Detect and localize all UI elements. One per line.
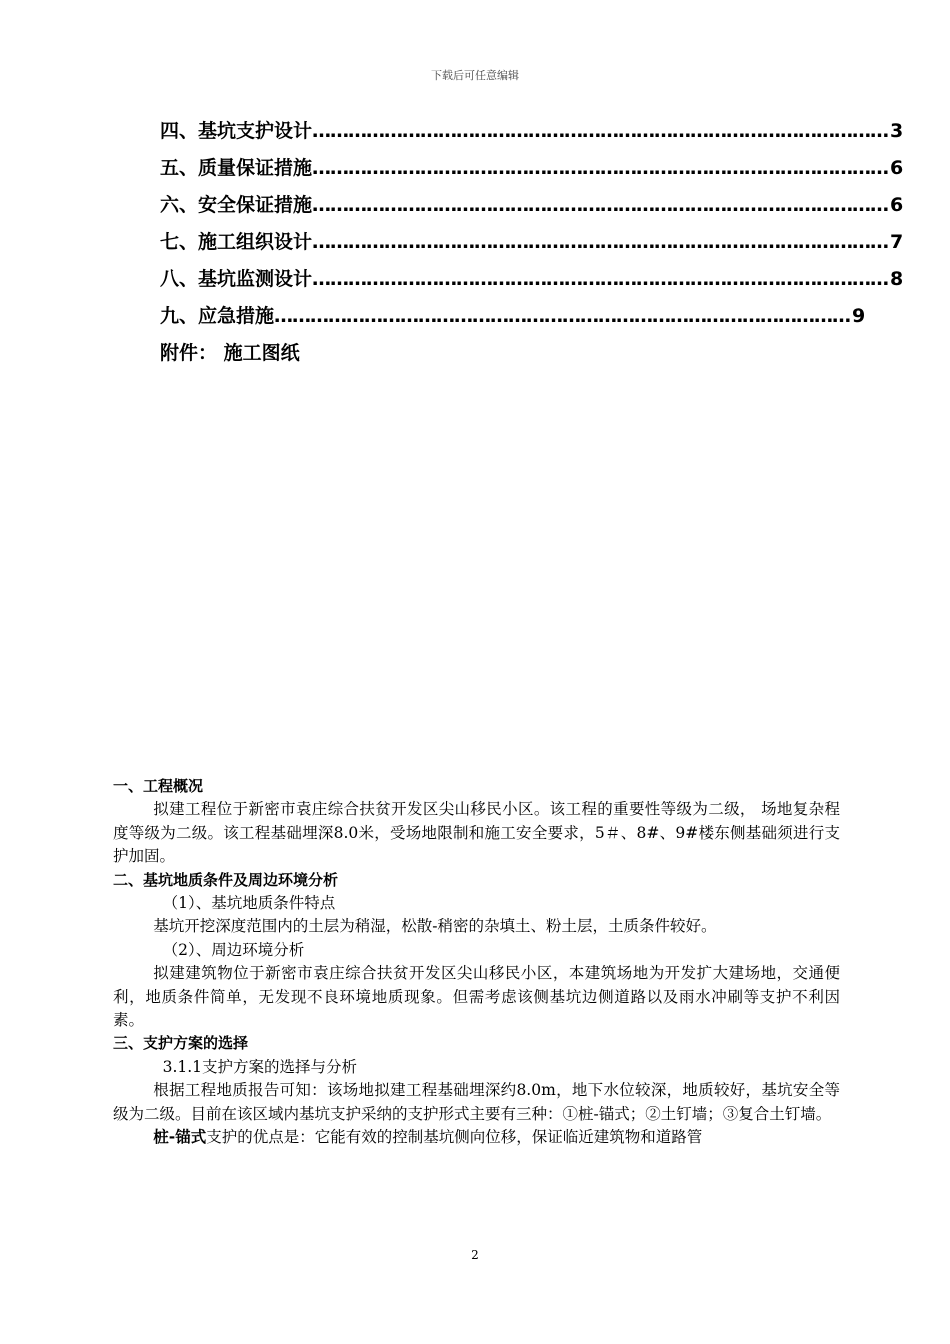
toc-entry[interactable] bbox=[160, 190, 904, 227]
paragraph: 根据工程地质报告可知：该场地拟建工程基础埋深约8.0m，地下水位较深，地质较好，基坑安全等级为二级。目前在该区域内基坑支护采纳的支护形式主要有三种：①桩-锚式；②土钉墙；③复合土钉墙。 bbox=[113, 1081, 840, 1123]
toc-entry-page: 3 bbox=[890, 120, 904, 142]
toc-entry[interactable] bbox=[160, 116, 904, 153]
toc-leader-dots: …………………………………………………………………………………… bbox=[312, 268, 889, 290]
toc-entry-title: 五、质量保证措施 bbox=[160, 157, 313, 179]
paragraph: 拟建建筑物位于新密市袁庄综合扶贫开发区尖山移民小区，本建筑场地为开发扩大建场地，交通便利，地质条件简单，无发现不良环境地质现象。但需考虑该侧基坑边侧道路以及雨水冲刷等支护不利因素。 bbox=[113, 964, 840, 1030]
paragraph: 拟建工程位于新密市袁庄综合扶贫开发区尖山移民小区。该工程的重要性等级为二级， 场地复杂程度等级为二级。该工程基础埋深8.0米，受场地限制和施工安全要求，5＃、8#、9#楼东侧基础须进行支护加固。 bbox=[113, 800, 840, 866]
toc-leader-dots: …………………………………………………………………………………… bbox=[312, 157, 889, 179]
toc-entry-page: 9 bbox=[852, 305, 866, 327]
subheading: （1）、基坑地质条件特点 bbox=[162, 894, 336, 913]
toc-entry[interactable] bbox=[160, 227, 904, 264]
paragraph: 基坑开挖深度范围内的土层为稍湿，松散-稍密的杂填土、粉土层，土质条件较好。 bbox=[153, 917, 717, 936]
toc-appendix-title: 附件： 施工图纸 bbox=[160, 342, 300, 364]
toc-entry[interactable] bbox=[160, 301, 866, 338]
subheading: （2）、周边环境分析 bbox=[162, 940, 305, 959]
section-heading: 三、支护方案的选择 bbox=[113, 1034, 249, 1053]
paragraph-text: 支护的优点是：它能有效的控制基坑侧向位移，保证临近建筑物和道路管 bbox=[206, 1128, 703, 1147]
section-heading: 二、基坑地质条件及周边环境分析 bbox=[113, 870, 339, 889]
subheading: 3.1.1支护方案的选择与分析 bbox=[162, 1057, 358, 1076]
toc-entry[interactable] bbox=[160, 153, 904, 190]
page-number: 2 bbox=[471, 1248, 479, 1262]
toc-leader-dots: …………………………………………………………………………………… bbox=[312, 231, 889, 253]
toc-appendix[interactable] bbox=[160, 338, 775, 375]
toc-leader-dots: …………………………………………………………………………………… bbox=[312, 194, 889, 216]
toc-entry-page: 7 bbox=[890, 231, 904, 253]
toc-entry-page: 6 bbox=[890, 157, 904, 179]
section-heading: 一、工程概况 bbox=[113, 777, 204, 795]
paragraph bbox=[113, 1126, 840, 1149]
toc-entry-title: 七、施工组织设计 bbox=[160, 231, 313, 253]
toc-entry-page: 8 bbox=[890, 268, 904, 290]
document-body bbox=[113, 775, 840, 1150]
bold-term: 桩-锚式 bbox=[153, 1128, 207, 1147]
toc-entry-title: 四、基坑支护设计 bbox=[160, 120, 313, 142]
toc-entry-title: 九、应急措施 bbox=[160, 305, 275, 327]
page-header-note: 下载后可任意编辑 bbox=[431, 69, 519, 82]
toc-entry-title: 八、基坑监测设计 bbox=[160, 268, 313, 290]
toc-entry-page: 6 bbox=[890, 194, 904, 216]
toc-leader-dots: …………………………………………………………………………………… bbox=[312, 120, 889, 142]
toc-leader-dots: …………………………………………………………………………………… bbox=[274, 305, 851, 327]
toc-entry[interactable] bbox=[160, 264, 904, 301]
table-of-contents bbox=[160, 116, 904, 375]
toc-entry-title: 六、安全保证措施 bbox=[160, 194, 313, 216]
